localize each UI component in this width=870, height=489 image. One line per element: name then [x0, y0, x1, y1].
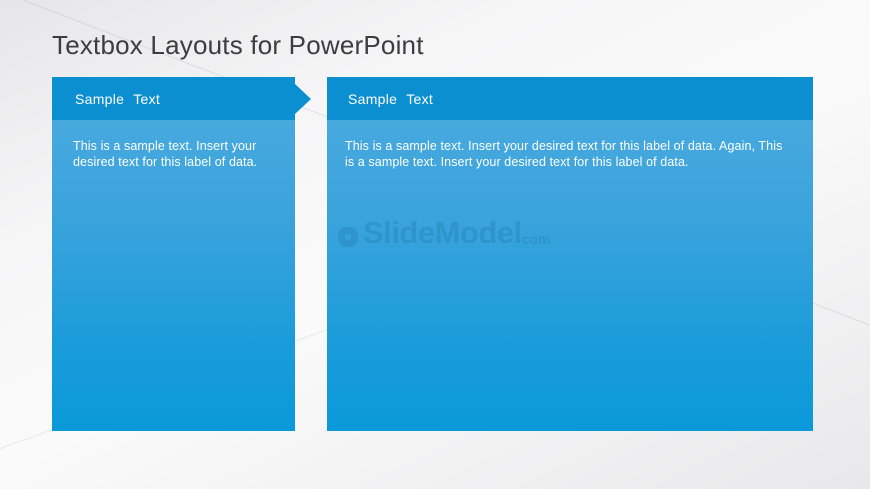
textbox-right[interactable] [327, 77, 813, 431]
textbox-left-body[interactable] [52, 120, 295, 431]
textbox-right-header[interactable] [327, 77, 813, 120]
textbox-left[interactable] [52, 77, 295, 431]
textbox-right-text: This is a sample text. Insert your desired text for this label of data. Again, This is a sample text. Insert your desired text for this label of data. [345, 139, 783, 169]
textbox-left-header[interactable] [52, 77, 295, 120]
textbox-right-body[interactable] [327, 120, 813, 431]
slide-title: Textbox Layouts for PowerPoint [52, 30, 424, 60]
textbox-right-header-label: Sample Text [348, 90, 434, 107]
textbox-left-header-label: Sample Text [75, 90, 161, 107]
textbox-left-text: This is a sample text. Insert your desired text for this label of data. [73, 139, 258, 169]
arrow-right-icon [295, 84, 311, 114]
